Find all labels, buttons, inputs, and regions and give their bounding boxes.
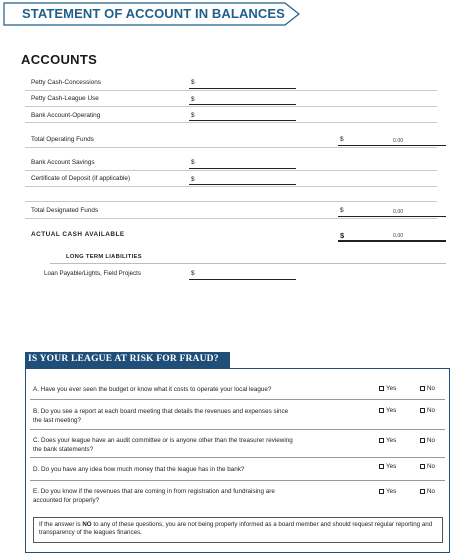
yes-label: Yes <box>386 463 397 470</box>
dollar-sign: $ <box>191 112 195 119</box>
note-text <box>39 521 439 537</box>
checkbox-icon <box>420 489 425 494</box>
total-designated-line <box>338 216 446 217</box>
dollar-sign: $ <box>191 176 195 183</box>
question-c: C. Does your league have an audit committee or is anyone other than the treasurer reviewing the bank statements? <box>33 437 293 453</box>
total-operating-line <box>338 145 446 146</box>
row-divider <box>25 122 437 123</box>
note-suffix: to any of these questions, you are not being properly informed as a board member and should request regular reporting and transparency of the leagues finances. <box>39 521 433 536</box>
yes-option-e[interactable] <box>379 488 396 495</box>
label-long-term-liabilities: LONG TERM LIABILITIES <box>66 254 142 260</box>
no-option-a[interactable] <box>420 385 435 392</box>
no-option-c[interactable] <box>420 437 435 444</box>
row-divider <box>25 170 437 171</box>
amount-field-petty-cash-concessions[interactable] <box>189 88 296 89</box>
row-divider <box>25 201 437 202</box>
row-divider <box>50 263 446 264</box>
checkbox-icon <box>379 408 384 413</box>
fraud-section-title: IS YOUR LEAGUE AT RISK FOR FRAUD? <box>28 354 219 364</box>
label-bank-account-operating: Bank Account-Operating <box>31 112 101 119</box>
yes-option-c[interactable] <box>379 437 396 444</box>
no-option-e[interactable] <box>420 488 435 495</box>
yes-option-a[interactable] <box>379 385 396 392</box>
question-e: E. Do you know if the revenues that are coming in from registration and fundraising are accounted for properly? <box>33 488 275 504</box>
question-divider <box>30 480 445 481</box>
question-a: A. Have you ever seen the budget or know what it costs to operate your local league? <box>33 386 272 393</box>
amount-field-bank-account-operating[interactable] <box>189 120 296 121</box>
row-divider <box>25 147 437 148</box>
dollar-sign: $ <box>191 79 195 86</box>
no-label: No <box>427 463 436 470</box>
label-petty-cash-concessions: Petty Cash-Concessions <box>31 79 101 86</box>
no-option-b[interactable] <box>420 407 435 414</box>
row-divider <box>25 218 437 219</box>
page-title: STATEMENT OF ACCOUNT IN BALANCES <box>22 6 285 21</box>
label-total-designated-funds: Total Designated Funds <box>31 207 99 214</box>
yes-label: Yes <box>386 385 397 392</box>
row-divider <box>25 90 437 91</box>
question-d: D. Do you have any idea how much money that the league has in the bank? <box>33 466 245 473</box>
accounts-heading: ACCOUNTS <box>21 52 98 67</box>
question-divider <box>30 429 445 430</box>
yes-label: Yes <box>386 437 397 444</box>
note-prefix: If the answer is <box>39 521 83 528</box>
checkbox-icon <box>420 408 425 413</box>
question-divider <box>30 457 445 458</box>
actual-cash-line <box>338 240 446 242</box>
dollar-sign: $ <box>340 207 344 214</box>
dollar-sign: $ <box>191 270 195 277</box>
checkbox-icon <box>379 438 384 443</box>
checkbox-icon <box>379 464 384 469</box>
dollar-sign: $ <box>191 96 195 103</box>
yes-label: Yes <box>386 407 397 414</box>
label-actual-cash-available: ACTUAL CASH AVAILABLE <box>31 231 125 238</box>
no-option-d[interactable] <box>420 463 435 470</box>
amount-field-loan-payable[interactable] <box>189 279 296 280</box>
question-divider <box>30 399 445 400</box>
no-label: No <box>427 385 436 392</box>
amount-field-petty-cash-league-use[interactable] <box>189 104 296 105</box>
label-petty-cash-league-use: Petty Cash-League Use <box>31 95 99 102</box>
checkbox-icon <box>420 464 425 469</box>
label-certificate-of-deposit: Certificate of Deposit (if applicable) <box>31 175 131 182</box>
yes-option-d[interactable] <box>379 463 396 470</box>
actual-cash-value: 0.00 <box>393 233 404 239</box>
row-divider <box>25 106 437 107</box>
question-b: B. Do you see a report at each board meeting that details the revenues and expenses since the last meeting? <box>33 408 289 424</box>
dollar-sign: $ <box>340 136 344 143</box>
checkbox-icon <box>420 386 425 391</box>
label-loan-payable: Loan Payable/Lights, Field Projects <box>44 270 141 277</box>
dollar-sign: $ <box>191 159 195 166</box>
dollar-sign: $ <box>340 231 345 240</box>
row-divider <box>25 186 437 187</box>
amount-field-bank-account-savings[interactable] <box>189 168 296 169</box>
no-label: No <box>427 488 436 495</box>
total-designated-value: 0.00 <box>393 209 404 215</box>
checkbox-icon <box>379 489 384 494</box>
yes-option-b[interactable] <box>379 407 396 414</box>
total-operating-value: 0.00 <box>393 138 404 144</box>
note-emphasis: NO <box>82 521 92 528</box>
yes-label: Yes <box>386 488 397 495</box>
label-total-operating-funds: Total Operating Funds <box>31 136 94 143</box>
checkbox-icon <box>379 386 384 391</box>
checkbox-icon <box>420 438 425 443</box>
amount-field-certificate-of-deposit[interactable] <box>189 184 296 185</box>
no-label: No <box>427 407 436 414</box>
label-bank-account-savings: Bank Account Savings <box>31 159 95 166</box>
no-label: No <box>427 437 436 444</box>
